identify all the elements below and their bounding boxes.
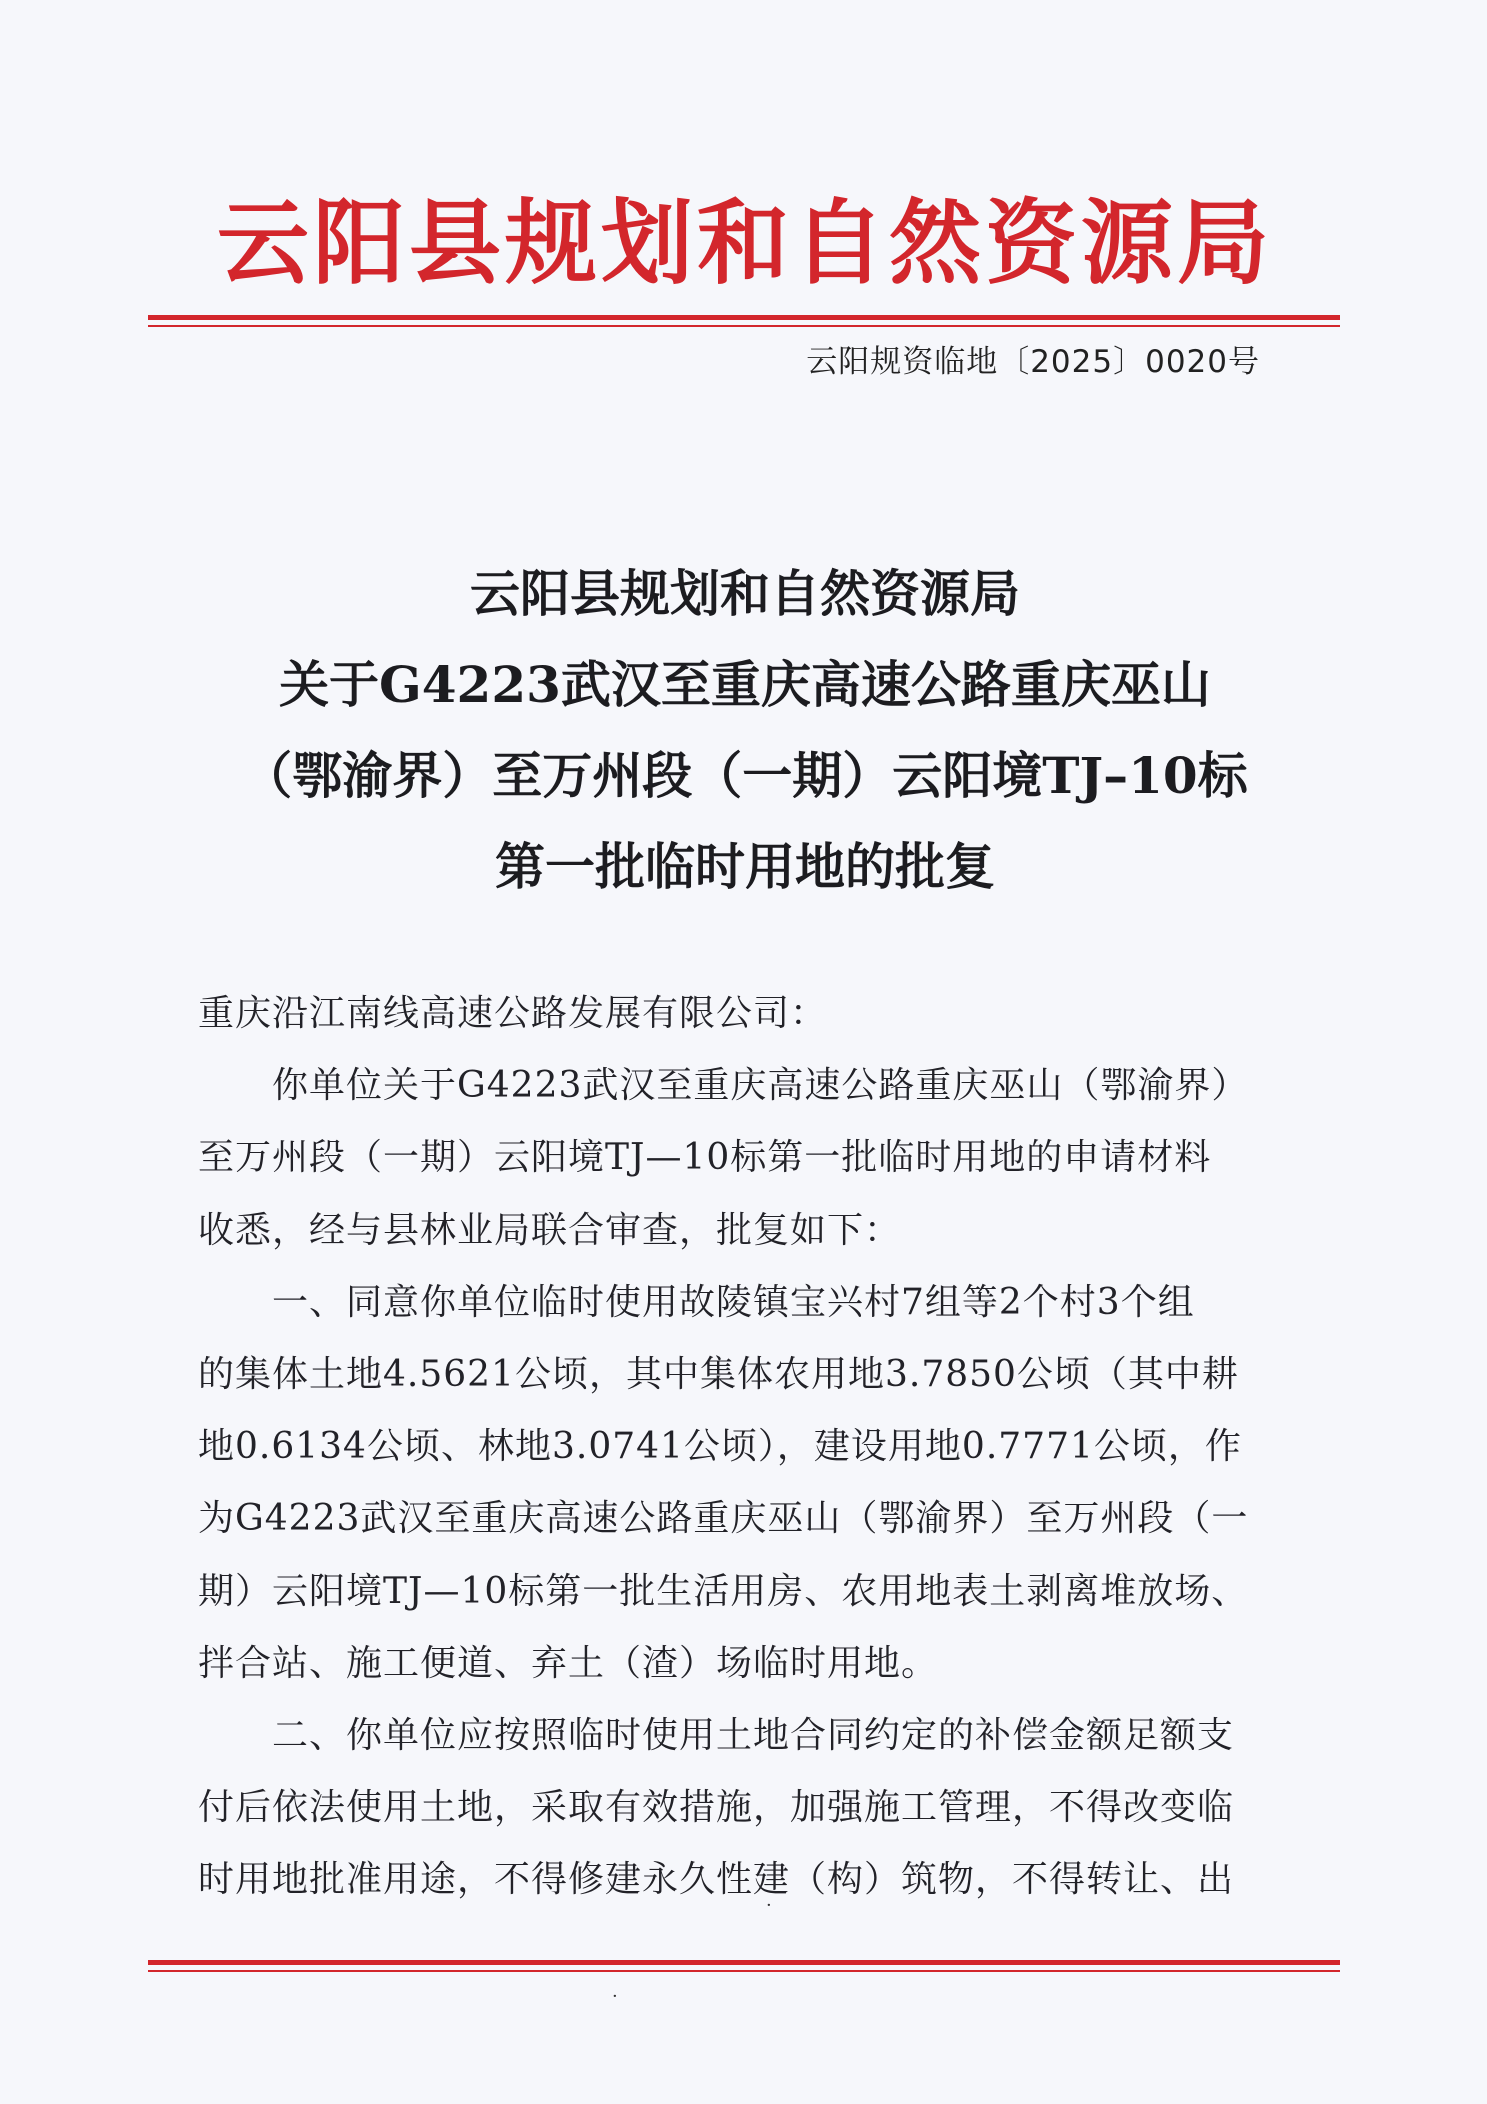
body-line: 至万州段（一期）云阳境TJ—10标第一批临时用地的申请材料 — [198, 1137, 1212, 1179]
scan-speck-mark: · — [766, 1895, 772, 1916]
letterhead-org-name: 云阳县规划和自然资源局 — [216, 189, 1273, 297]
scan-speck-mark: · — [612, 1986, 618, 2007]
title-line: 云阳县规划和自然资源局 — [470, 564, 1020, 623]
body-line: 的集体土地4.5621公顷，其中集体农用地3.7850公顷（其中耕 — [198, 1354, 1239, 1396]
footer-rule-thin — [148, 1970, 1340, 1972]
title-line: 第一批临时用地的批复 — [495, 837, 995, 896]
body-line: 时用地批准用途，不得修建永久性建（构）筑物，不得转让、出 — [198, 1859, 1235, 1901]
document-title — [150, 548, 1340, 912]
letterhead-rule-thick — [148, 315, 1340, 320]
footer-rule-thick — [148, 1960, 1340, 1965]
document-number: 云阳规资临地〔2025〕0020号 — [806, 344, 1260, 380]
title-line: （鄂渝界）至万州段（一期）云阳境TJ–10标 — [242, 746, 1248, 805]
document-body — [198, 978, 1298, 1917]
body-line: 为G4223武汉至重庆高速公路重庆巫山（鄂渝界）至万州段（一 — [198, 1498, 1249, 1540]
title-line: 关于G4223武汉至重庆高速公路重庆巫山 — [279, 655, 1211, 714]
body-line: 一、同意你单位临时使用故陵镇宝兴村7组等2个村3个组 — [272, 1281, 1195, 1323]
body-line: 你单位关于G4223武汉至重庆高速公路重庆巫山（鄂渝界） — [272, 1065, 1249, 1107]
body-line: 地0.6134公顷、林地3.0741公顷），建设用地0.7771公顷，作 — [198, 1426, 1242, 1468]
body-line: 拌合站、施工便道、弃土（渣）场临时用地。 — [198, 1642, 939, 1684]
letterhead-rule-thin — [148, 325, 1340, 327]
body-line: 付后依法使用土地，采取有效措施，加强施工管理，不得改变临 — [198, 1787, 1235, 1829]
body-line: 二、你单位应按照临时使用土地合同约定的补偿金额足额支 — [272, 1715, 1235, 1757]
addressee: 重庆沿江南线高速公路发展有限公司： — [198, 993, 828, 1034]
body-line: 期）云阳境TJ—10标第一批生活用房、农用地表土剥离堆放场、 — [198, 1570, 1249, 1612]
body-line: 收悉，经与县林业局联合审查，批复如下： — [198, 1209, 902, 1251]
